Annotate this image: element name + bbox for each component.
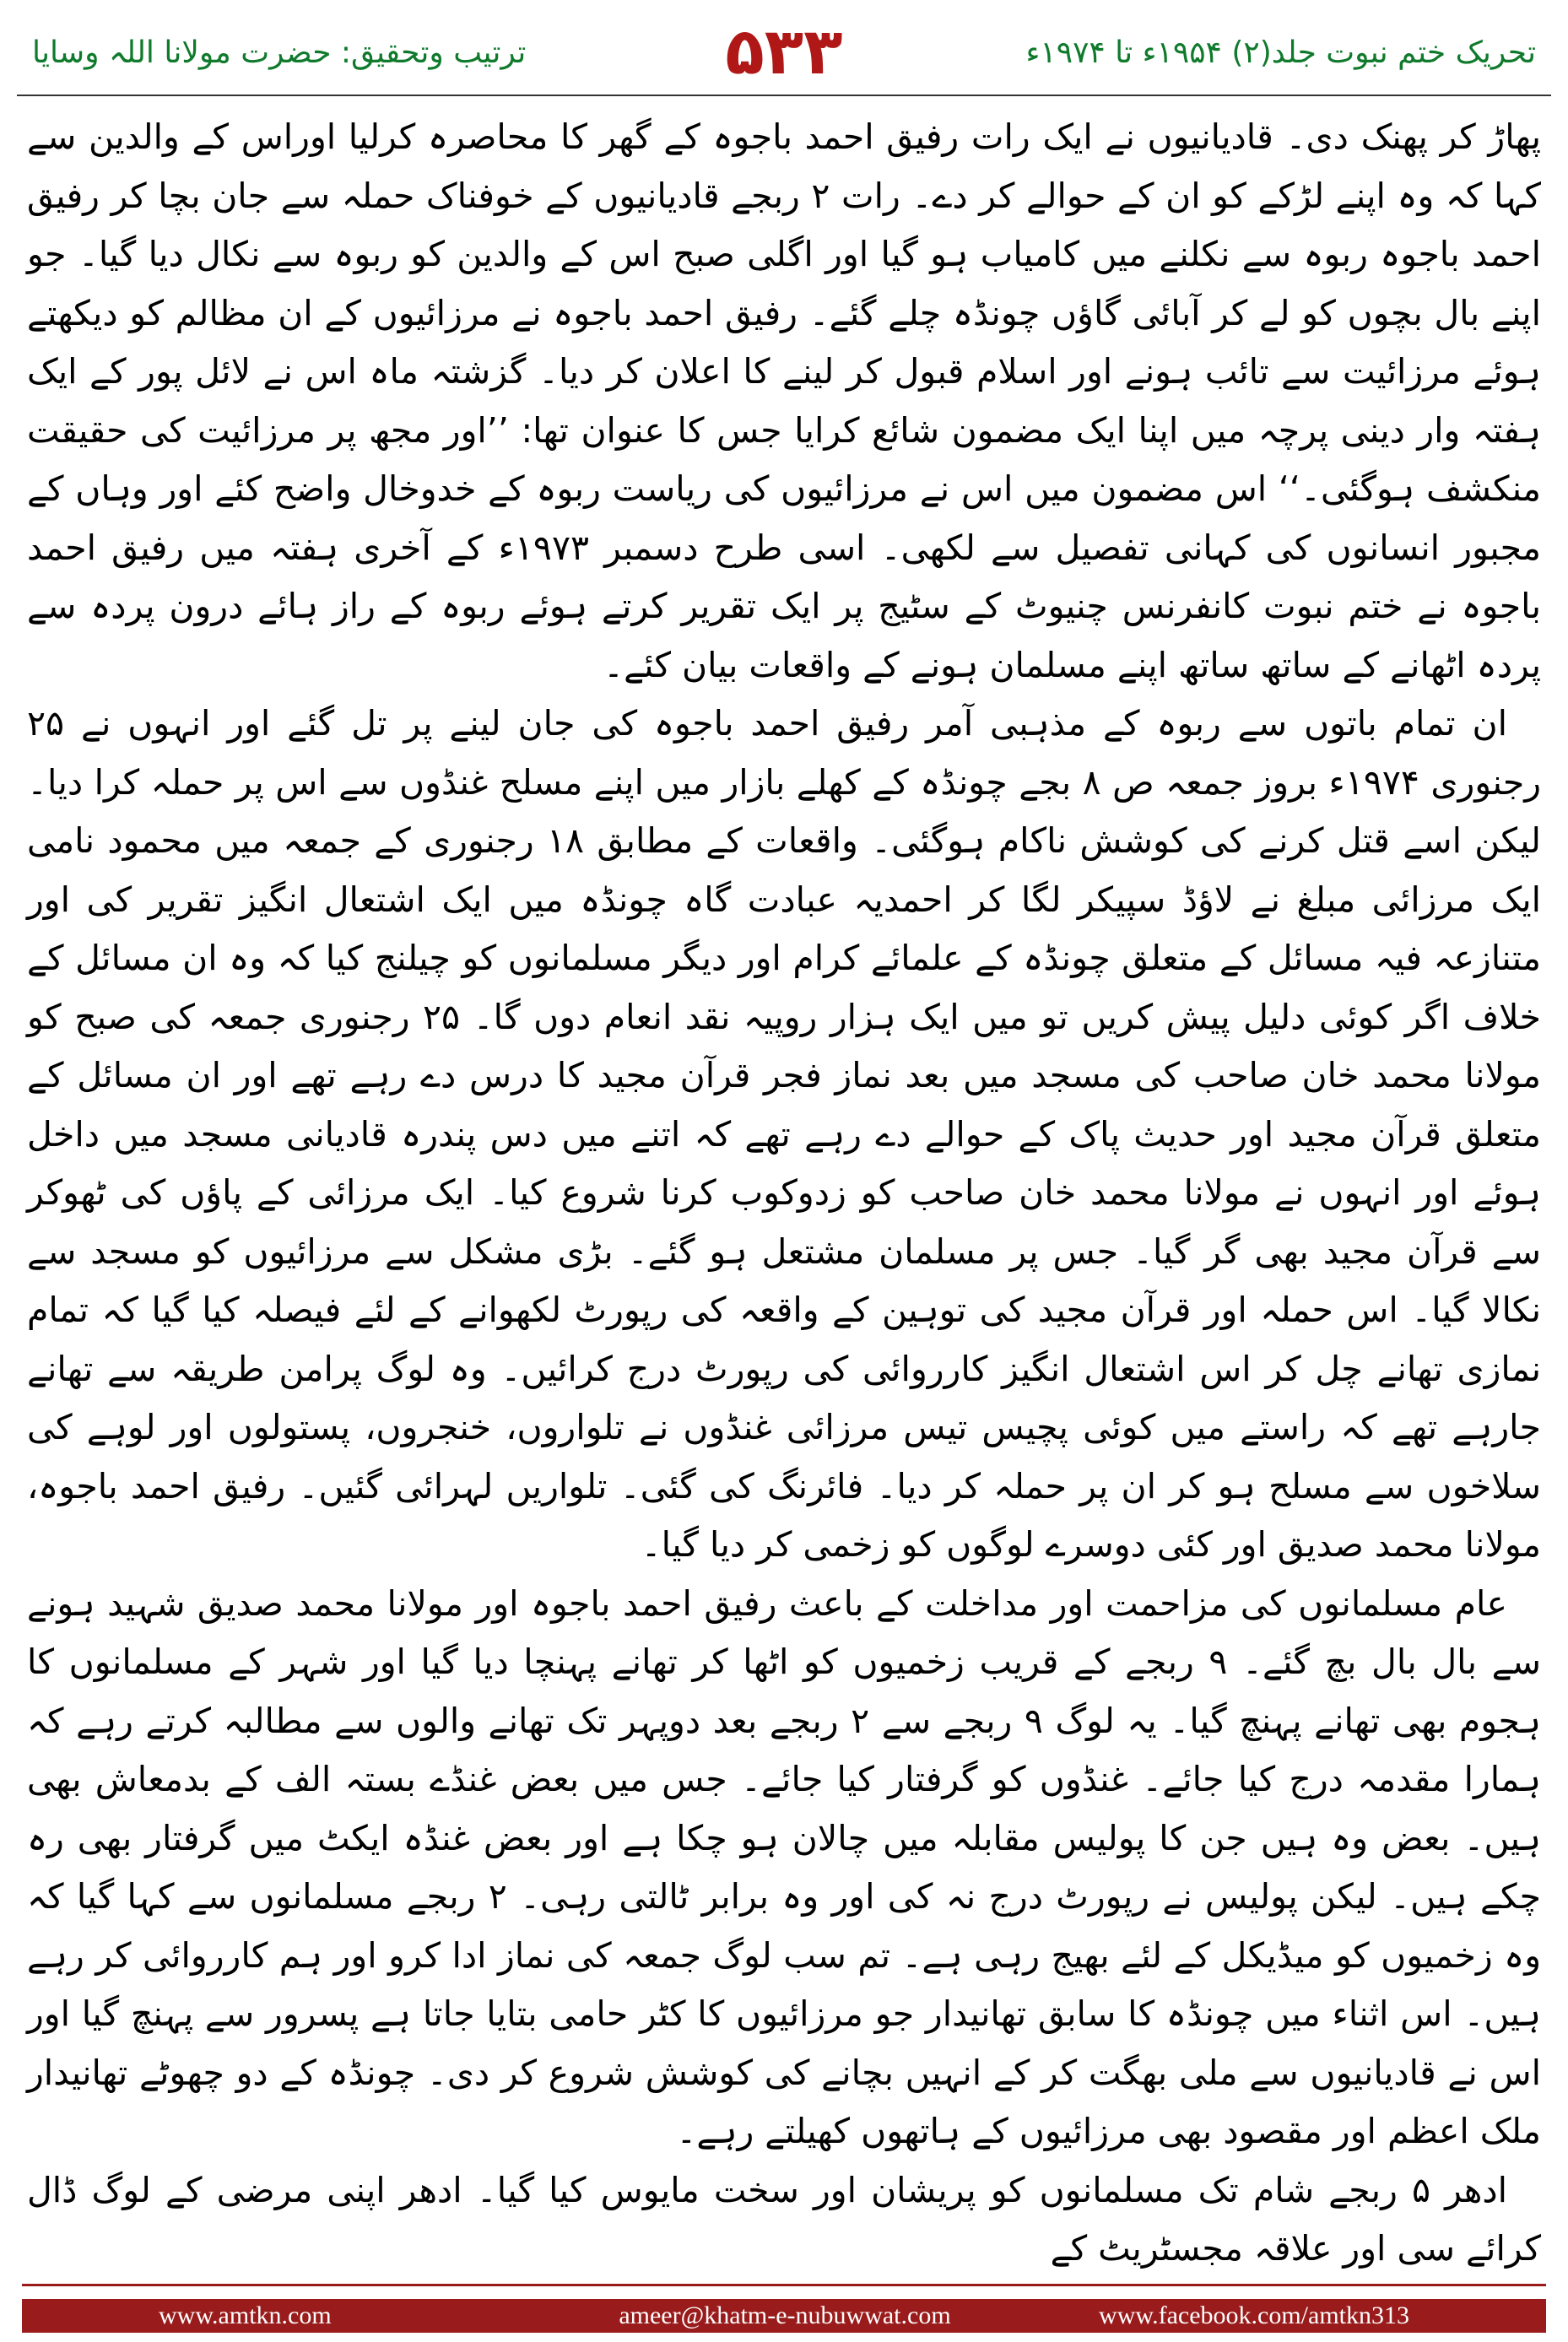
paragraph-2: ان تمام باتوں سے ربوہ کے مذہبی آمر رفیق احمد باجوہ کی جان لینے پر تل گئے اور انہوں نے ۲۵ رجنوری ۱۹۷۴ء بروز جمعہ ص ۸ بجے چونڈہ کے کھلے بازار میں اپنے مسلح غنڈوں سے اس پر حملہ کرا دیا۔ لیکن اسے قتل کرنے کی کوشش ناکام ہوگئی۔ واقعات کے مطابق ۱۸ رجنوری کے جمعہ میں محمود نامی ایک مرزائی مبلغ نے لاؤڈ سپیکر لگا کر احمدیہ عبادت گاہ چونڈہ میں ایک اشتعال انگیز تقریر کی اور متنازعہ فیہ مسائل کے متعلق چونڈہ کے علمائے کرام اور دیگر مسلمانوں کو چیلنج کیا کہ وہ ان مسائل کے خلاف اگر کوئی دلیل پیش کریں تو میں ایک ہزار روپیہ نقد انعام دوں گا۔ ۲۵ رجنوری جمعہ کی صبح کو مولانا محمد خان صاحب کی مسجد میں بعد نماز فجر قرآن مجید کا درس دے رہے تھے اور ان مسائل کے متعلق قرآن مجید اور حدیث پاک کے حوالے دے رہے تھے کہ اتنے میں دس پندرہ قادیانی مسجد میں داخل ہوئے اور انہوں نے مولانا محمد خان صاحب کو زدوکوب کرنا شروع کیا۔ ایک مرزائی کے پاؤں کی ٹھوکر سے قرآن مجید بھی گر گیا۔ جس پر مسلمان مشتعل ہو گئے۔ بڑی مشکل سے مرزائیوں کو مسجد سے نکالا گیا۔ اس حملہ اور قرآن مجید کی توہین کے واقعہ کی رپورٹ لکھوانے کے لئے فیصلہ کیا گیا کہ تمام نمازی تھانے چل کر اس اشتعال انگیز کارروائی کی رپورٹ درج کرائیں۔ وہ لوگ پرامن طریقہ سے تھانے جارہے تھے کہ راستے میں کوئی پچیس تیس مرزائی غنڈوں نے تلواروں، خنجروں، پستولوں اور لوہے کی سلاخوں سے مسلح ہو کر ان پر حملہ کر دیا۔ فائرنگ کی گئی۔ تلواریں لہرائی گئیں۔ رفیق احمد باجوہ، مولانا محمد صدیق اور کئی دوسرے لوگوں کو زخمی کر دیا گیا۔ xyxy=(27,703,1541,1565)
compiler-credit: ترتیب وتحقیق: حضرت مولانا اللہ وسایا xyxy=(32,35,527,70)
footer-divider xyxy=(22,2284,1546,2286)
paragraph-3: عام مسلمانوں کی مزاحمت اور مداخلت کے باعث رفیق احمد باجوہ اور مولانا محمد صدیق شہید ہونے سے بال بال بچ گئے۔ ۹ ربجے کے قریب زخمیوں کو اٹھا کر تھانے پہنچا دیا گیا اور شہر کے مسلمانوں کا ہجوم بھی تھانے پہنچ گیا۔ یہ لوگ ۹ ربجے سے ۲ ربجے بعد دوپہر تک تھانے والوں سے مطالبہ کرتے رہے کہ ہمارا مقدمہ درج کیا جائے۔ غنڈوں کو گرفتار کیا جائے۔ جس میں بعض غنڈے بستہ الف کے بدمعاش بھی ہیں۔ بعض وہ ہیں جن کا پولیس مقابلہ میں چالان ہو چکا ہے اور بعض غنڈہ ایکٹ میں گرفتار بھی رہ چکے ہیں۔ لیکن پولیس نے رپورٹ درج نہ کی اور وہ برابر ٹالتی رہی۔ ۲ ربجے مسلمانوں سے کہا گیا کہ وہ زخمیوں کو میڈیکل کے لئے بھیج رہی ہے۔ تم سب لوگ جمعہ کی نماز ادا کرو اور ہم کارروائی کر رہے ہیں۔ اس اثناء میں چونڈہ کا سابق تھانیدار جو مرزائیوں کا کٹر حامی بتایا جاتا ہے پسرور سے پہنچ گیا اور اس نے قادیانیوں سے ملی بھگت کر کے انہیں بچانے کی کوشش شروع کر دی۔ چونڈہ کے دو چھوٹے تھانیدار ملک اعظم اور مقصود بھی مرزائیوں کے ہاتھوں کھیلتے رہے۔ xyxy=(27,1582,1542,2151)
page-footer xyxy=(0,2279,1568,2342)
page-header xyxy=(0,0,1568,110)
paragraph-4: ادھر ۵ ربجے شام تک مسلمانوں کو پریشان اور سخت مایوس کیا گیا۔ ادھر اپنی مرضی کے لوگ ڈال کرائے سی اور علاقہ مجسٹریٹ کے xyxy=(27,2169,1541,2269)
header-divider xyxy=(17,95,1551,96)
page-body xyxy=(27,108,1542,2269)
paragraph-1: پھاڑ کر پھنک دی۔ قادیانیوں نے ایک رات رفیق احمد باجوہ کے گھر کا محاصرہ کرلیا اوراس کے والدین سے کہا کہ وہ اپنے لڑکے کو ان کے حوالے کر دے۔ رات ۲ ربجے قادیانیوں کے خوفناک حملہ سے جان بچا کر رفیق احمد باجوہ ربوہ سے نکلنے میں کامیاب ہو گیا اور اگلی صبح اس کے والدین کو ربوہ سے نکال دیا گیا۔ جو اپنے بال بچوں کو لے کر آبائی گاؤں چونڈہ چلے گئے۔ رفیق احمد باجوہ نے مرزائیوں کے ان مظالم کو دیکھتے ہوئے مرزائیت سے تائب ہونے اور اسلام قبول کر لینے کا اعلان کر دیا۔ گزشتہ ماہ اس نے لائل پور کے ایک ہفتہ وار دینی پرچہ میں اپنا ایک مضمون شائع کرایا جس کا عنوان تھا: ’’اور مجھ پر مرزائیت کی حقیقت منکشف ہوگئی۔‘‘ اس مضمون میں اس نے مرزائیوں کی ریاست ربوہ کے خدوخال واضح کئے اور وہاں کے مجبور انسانوں کی کہانی تفصیل سے لکھی۔ اسی طرح دسمبر ۱۹۷۳ء کے آخری ہفتہ میں رفیق احمد باجوہ نے ختم نبوت کانفرنس چنیوٹ کے سٹیج پر ایک تقریر کرتے ہوئے ربوہ کے راز ہائے درون پردہ سے پردہ اٹھانے کے ساتھ ساتھ اپنے مسلمان ہونے کے واقعات بیان کئے۔ xyxy=(27,116,1542,685)
website-link[interactable]: www.amtkn.com xyxy=(159,2301,332,2329)
book-title: تحریک ختم نبوت جلد(۲) ۱۹۵۴ء تا ۱۹۷۴ء xyxy=(1025,35,1536,70)
email-link[interactable]: ameer@khatm-e-nubuwwat.com xyxy=(619,2301,951,2329)
page-number: ۵۳۳ xyxy=(725,14,843,89)
facebook-link[interactable]: www.facebook.com/amtkn313 xyxy=(1099,2301,1409,2329)
